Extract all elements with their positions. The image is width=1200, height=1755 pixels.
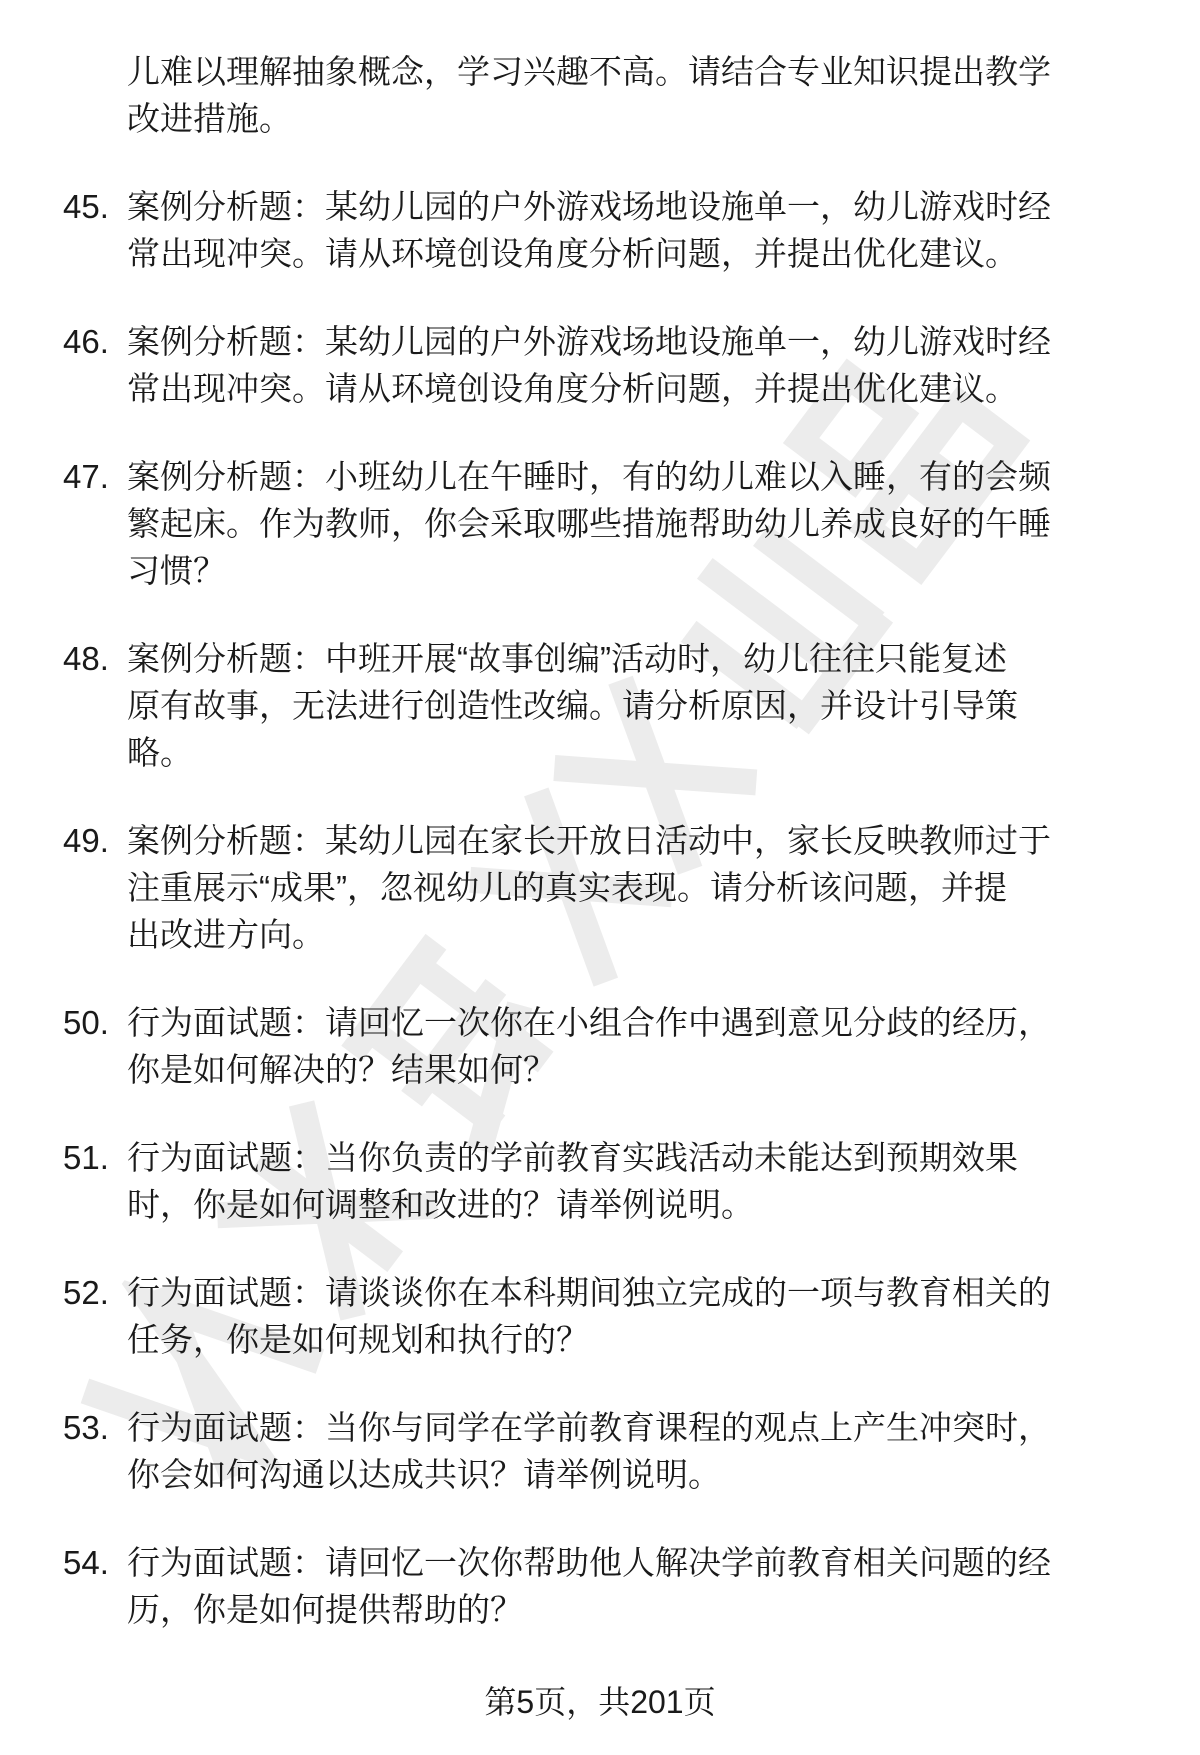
question-line: 案例分析题：中班开展“故事创编”活动时，幼儿往往只能复述 (127, 640, 1007, 677)
question-line: 案例分析题：某幼儿园的户外游戏场地设施单一，幼儿游戏时经 (127, 188, 1051, 225)
question-item (63, 1134, 1153, 1228)
question-lines (127, 318, 1153, 412)
question-line: 常出现冲突。请从环境创设角度分析问题，并提出优化建议。 (127, 235, 1018, 272)
question-item (63, 1539, 1153, 1633)
question-line: 行为面试题：当你与同学在学前教育课程的观点上产生冲突时， (127, 1409, 1051, 1446)
question-line: 历，你是如何提供帮助的？ (127, 1591, 523, 1628)
question-lines (127, 183, 1153, 277)
question-line: 行为面试题：当你负责的学前教育实践活动未能达到预期效果 (127, 1139, 1018, 1176)
question-line: 繁起床。作为教师，你会采取哪些措施帮助幼儿养成良好的午睡 (127, 505, 1051, 542)
question-item (63, 635, 1153, 776)
question-line: 略。 (127, 734, 193, 771)
question-line: 案例分析题：某幼儿园在家长开放日活动中，家长反映教师过于 (127, 822, 1051, 859)
question-number: 47. (63, 458, 109, 495)
question-number: 49. (63, 822, 109, 859)
question-line: 行为面试题：请回忆一次你帮助他人解决学前教育相关问题的经 (127, 1544, 1051, 1581)
question-line: 任务，你是如何规划和执行的？ (127, 1321, 589, 1358)
question-item (63, 183, 1153, 277)
question-item (63, 1404, 1153, 1498)
question-number: 45. (63, 188, 109, 225)
question-number: 50. (63, 1004, 109, 1041)
question-item (63, 999, 1153, 1093)
question-lines (127, 1539, 1153, 1633)
question-line: 时，你是如何调整和改进的？请举例说明。 (127, 1186, 754, 1223)
question-number: 46. (63, 323, 109, 360)
question-number: 51. (63, 1139, 109, 1176)
page-footer (0, 1682, 1200, 1722)
question-line: 案例分析题：某幼儿园的户外游戏场地设施单一，幼儿游戏时经 (127, 323, 1051, 360)
question-lines (127, 817, 1153, 958)
question-line: 原有故事，无法进行创造性改编。请分析原因，并设计引导策 (127, 687, 1018, 724)
question-line: 你会如何沟通以达成共识？请举例说明。 (127, 1456, 721, 1493)
question-lines (127, 999, 1153, 1093)
question-line: 出改进方向。 (127, 916, 325, 953)
question-number: 52. (63, 1274, 109, 1311)
question-item (63, 453, 1153, 594)
question-line: 常出现冲突。请从环境创设角度分析问题，并提出优化建议。 (127, 370, 1018, 407)
question-number: 53. (63, 1409, 109, 1446)
question-lines (127, 1404, 1153, 1498)
continuation-line: 儿难以理解抽象概念，学习兴趣不高。请结合专业知识提出教学 (127, 53, 1051, 90)
question-number: 54. (63, 1544, 109, 1581)
question-line: 行为面试题：请谈谈你在本科期间独立完成的一项与教育相关的 (127, 1274, 1051, 1311)
question-item (63, 817, 1153, 958)
question-list (63, 183, 1153, 1633)
continuation-paragraph (63, 48, 1153, 142)
question-item (63, 318, 1153, 412)
question-line: 注重展示“成果”，忽视幼儿的真实表现。请分析该问题，并提 (127, 869, 1007, 906)
continuation-line: 改进措施。 (127, 100, 292, 137)
question-lines (127, 453, 1153, 594)
question-page-content (63, 48, 1153, 1674)
question-line: 你是如何解决的？结果如何？ (127, 1051, 556, 1088)
question-lines (127, 1134, 1153, 1228)
question-line: 案例分析题：小班幼儿在午睡时，有的幼儿难以入睡，有的会频 (127, 458, 1051, 495)
question-lines (127, 1269, 1153, 1363)
question-line: 习惯？ (127, 552, 226, 589)
question-lines (127, 635, 1153, 776)
question-number: 48. (63, 640, 109, 677)
page-number-text: 第5页，共201页 (484, 1684, 716, 1720)
question-line: 行为面试题：请回忆一次你在小组合作中遇到意见分歧的经历， (127, 1004, 1051, 1041)
question-item (63, 1269, 1153, 1363)
